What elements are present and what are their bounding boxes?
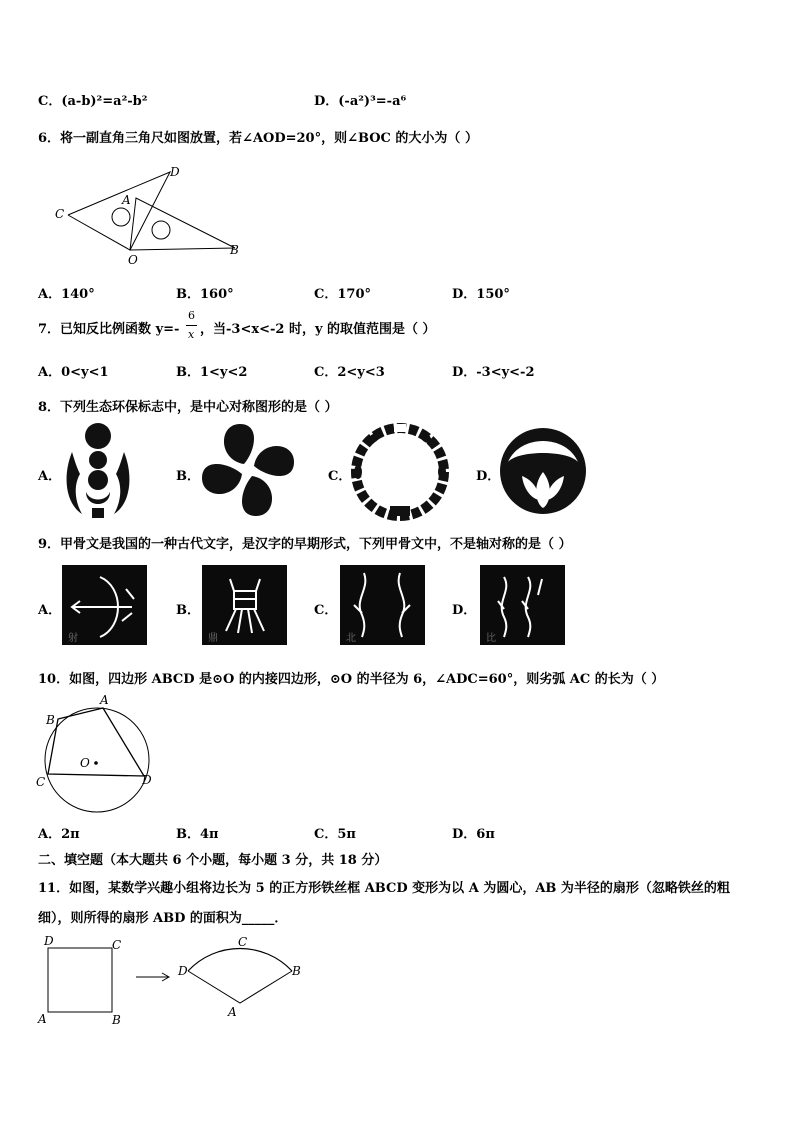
q10-option-c: C．5π xyxy=(314,827,356,842)
q7-frac-den: x xyxy=(188,328,195,341)
q10-label-o: O xyxy=(80,756,90,770)
oracle-glyph-b xyxy=(202,565,287,645)
q10-option-d: D．6π xyxy=(452,827,495,842)
q6-stem: 6．将一副直角三角尺如图放置，若∠AOD=20°，则∠BOC 的大小为（ ） xyxy=(38,131,478,146)
q5-option-d: D．(-a²)³=-a⁶ xyxy=(314,94,407,109)
q7-stem-pre: 7．已知反比例函数 y=- xyxy=(38,322,180,337)
eco-logo-d xyxy=(498,426,588,516)
q6-figure xyxy=(50,160,250,270)
oracle-glyph-c xyxy=(340,565,425,645)
q10-option-b: B．4π xyxy=(176,827,219,842)
section2-heading: 二、填空题（本大题共 6 个小题，每小题 3 分，共 18 分） xyxy=(38,853,388,868)
q8-option-b: B． xyxy=(176,469,200,484)
q9-option-d: D． xyxy=(452,603,477,618)
q6-label-o: O xyxy=(128,253,138,267)
q9-option-b: B． xyxy=(176,603,200,618)
oracle-caption-c: 北 xyxy=(346,633,356,644)
q7-option-b: B．1<y<2 xyxy=(176,365,248,380)
q9-option-c: C． xyxy=(314,603,338,618)
q7-stem-post: ，当-3<x<-2 时，y 的取值范围是（ ） xyxy=(200,322,436,337)
eco-logo-b xyxy=(198,420,298,520)
q8-stem: 8．下列生态环保标志中，是中心对称图形的是（ ） xyxy=(38,400,338,415)
q9-option-a: A． xyxy=(38,603,62,618)
q11-line2: 细），则所得的扇形 ABD 的面积为_____． xyxy=(38,911,288,926)
q8-option-d: D． xyxy=(476,469,501,484)
eco-logo-a xyxy=(62,422,134,520)
q10-label-a: A xyxy=(100,693,109,707)
q7-option-a: A．0<y<1 xyxy=(38,365,109,380)
q7-frac-bar xyxy=(186,325,197,326)
q8-option-a: A． xyxy=(38,469,62,484)
q11-label-a2: A xyxy=(228,1005,237,1019)
q7-option-c: C．2<y<3 xyxy=(314,365,385,380)
q6-option-d: D．150° xyxy=(452,287,510,302)
q8-option-c: C． xyxy=(328,469,352,484)
q11-label-c2: C xyxy=(238,935,248,949)
q6-label-c: C xyxy=(55,207,65,221)
oracle-glyph-a xyxy=(62,565,147,645)
q11-label-a: A xyxy=(38,1012,47,1026)
q6-option-b: B．160° xyxy=(176,287,234,302)
q7-option-d: D．-3<y<-2 xyxy=(452,365,535,380)
q11-figure xyxy=(36,935,316,1027)
oracle-glyph-d xyxy=(480,565,565,645)
q9-stem: 9．甲骨文是我国的一种古代文字，是汉字的早期形式，下列甲骨文中，不是轴对称的是（ ） xyxy=(38,537,572,552)
q10-label-d: D xyxy=(142,773,152,787)
q10-label-b: B xyxy=(46,713,55,727)
q6-label-d: D xyxy=(170,165,180,179)
q11-line1: 11．如图，某数学兴趣小组将边长为 5 的正方形铁丝框 ABCD 变形为以 A 为圆心，AB 为半径的扇形（忽略铁丝的粗 xyxy=(38,881,730,896)
eco-logo-c xyxy=(350,424,450,520)
oracle-caption-a: 射 xyxy=(68,633,78,644)
q6-option-a: A．140° xyxy=(38,287,95,302)
oracle-caption-b: 鼎 xyxy=(208,633,218,644)
q10-stem: 10．如图，四边形 ABCD 是⊙O 的内接四边形，⊙O 的半径为 6，∠ADC=60°，则劣弧 AC 的长为（ ） xyxy=(38,672,665,687)
q11-label-c: C xyxy=(112,938,122,952)
q6-label-a: A xyxy=(122,193,131,207)
q11-label-d2: D xyxy=(178,964,188,978)
oracle-caption-d: 比 xyxy=(486,633,496,644)
q11-label-d: D xyxy=(44,934,54,948)
q10-figure xyxy=(30,690,160,815)
q11-label-b2: B xyxy=(292,964,301,978)
q7-frac-num: 6 xyxy=(188,309,195,322)
q6-label-b: B xyxy=(230,243,239,257)
q10-label-c: C xyxy=(36,775,46,789)
q11-label-b: B xyxy=(112,1013,121,1027)
q5-option-c: C．(a-b)²=a²-b² xyxy=(38,94,148,109)
q6-option-c: C．170° xyxy=(314,287,371,302)
q10-option-a: A．2π xyxy=(38,827,80,842)
